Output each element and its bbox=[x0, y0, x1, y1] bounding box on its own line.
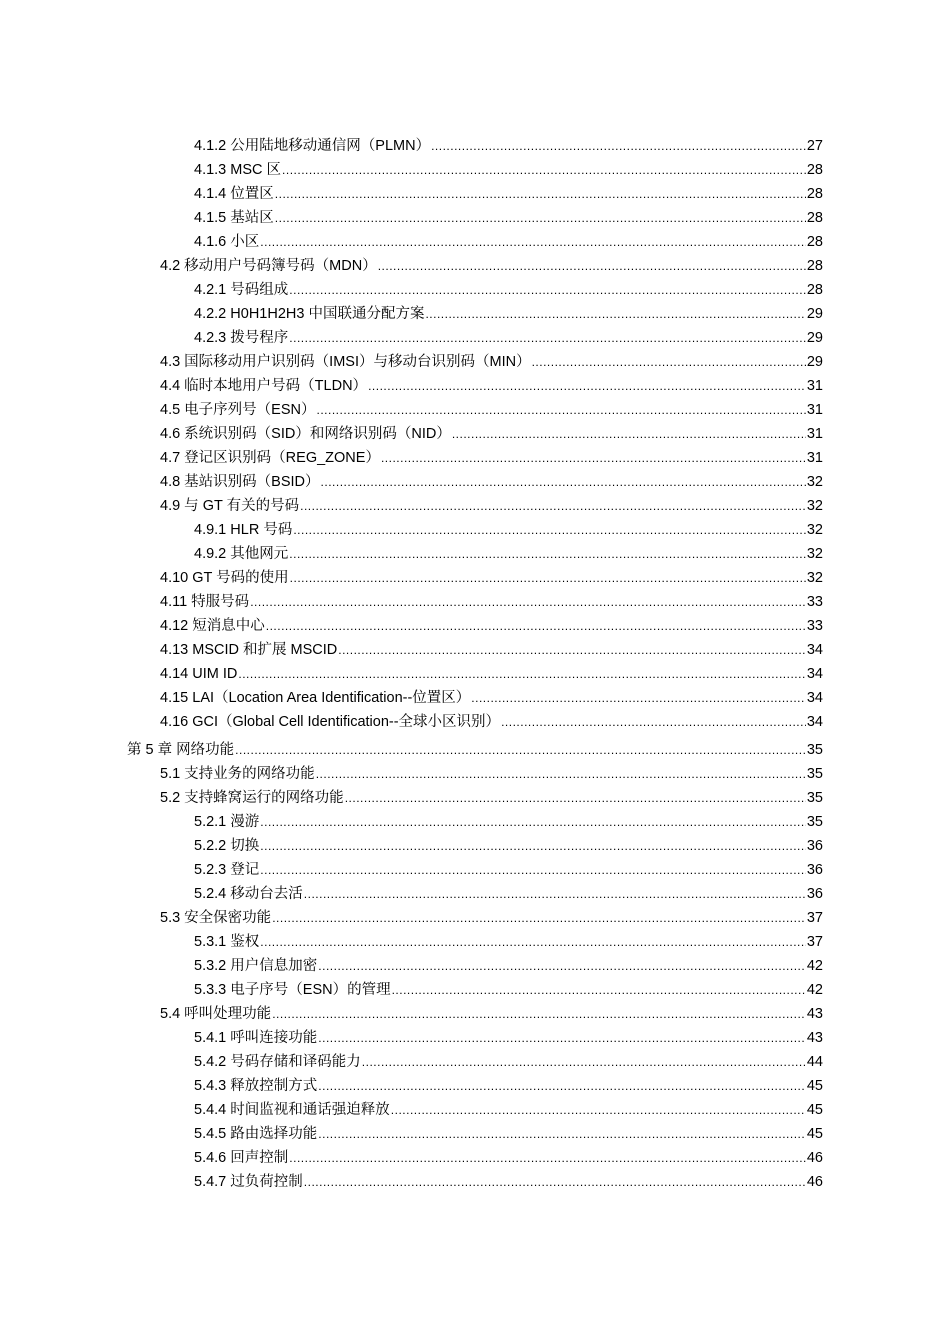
toc-entry-title: 5.4.2 号码存储和译码能力 bbox=[194, 1054, 361, 1070]
toc-dot-leader bbox=[275, 184, 806, 206]
toc-entry-title: 4.1.4 位置区 bbox=[194, 186, 274, 202]
toc-dot-leader bbox=[250, 592, 806, 614]
toc-page-number: 28 bbox=[806, 210, 823, 226]
toc-subsection-entry[interactable] bbox=[0, 326, 950, 350]
toc-dot-leader bbox=[338, 640, 806, 662]
toc-chapter-entry[interactable] bbox=[0, 738, 950, 762]
toc-dot-leader bbox=[266, 616, 806, 638]
toc-entry-title: 4.8 基站识别码（BSID） bbox=[160, 474, 320, 490]
toc-dot-leader bbox=[300, 496, 806, 518]
toc-subsection-entry[interactable] bbox=[0, 930, 950, 954]
toc-dot-leader bbox=[318, 1124, 806, 1146]
toc-dot-leader bbox=[392, 980, 806, 1002]
toc-section-entry[interactable] bbox=[0, 446, 950, 470]
toc-dot-leader bbox=[318, 956, 806, 978]
toc-entry-title: 5.4.3 释放控制方式 bbox=[194, 1078, 318, 1094]
toc-subsection-entry[interactable] bbox=[0, 182, 950, 206]
toc-page-number: 42 bbox=[806, 958, 823, 974]
toc-dot-leader bbox=[362, 1052, 806, 1074]
toc-subsection-entry[interactable] bbox=[0, 278, 950, 302]
toc-dot-leader bbox=[293, 520, 806, 542]
toc-page-number: 29 bbox=[806, 330, 823, 346]
toc-page-number: 35 bbox=[806, 814, 823, 830]
toc-page-number: 32 bbox=[806, 546, 823, 562]
toc-dot-leader bbox=[289, 1148, 806, 1170]
toc-dot-leader bbox=[260, 812, 806, 834]
toc-page-number: 45 bbox=[806, 1102, 823, 1118]
toc-subsection-entry[interactable] bbox=[0, 1122, 950, 1146]
toc-entry-title: 5.4.6 回声控制 bbox=[194, 1150, 289, 1166]
toc-dot-leader bbox=[452, 424, 806, 446]
toc-dot-leader bbox=[378, 256, 806, 278]
toc-subsection-entry[interactable] bbox=[0, 1146, 950, 1170]
toc-entry-title: 5.3.2 用户信息加密 bbox=[194, 958, 318, 974]
toc-page-number: 36 bbox=[806, 862, 823, 878]
toc-page-number: 28 bbox=[806, 234, 823, 250]
toc-entry-title: 5.4.1 呼叫连接功能 bbox=[194, 1030, 318, 1046]
toc-page-number: 33 bbox=[806, 594, 823, 610]
toc-dot-leader bbox=[235, 740, 806, 762]
toc-entry-title: 4.5 电子序列号（ESN） bbox=[160, 402, 316, 418]
toc-subsection-entry[interactable] bbox=[0, 1098, 950, 1122]
toc-dot-leader bbox=[275, 208, 806, 230]
toc-page-number: 32 bbox=[806, 522, 823, 538]
toc-subsection-entry[interactable] bbox=[0, 954, 950, 978]
toc-subsection-entry[interactable] bbox=[0, 882, 950, 906]
toc-subsection-entry[interactable] bbox=[0, 1170, 950, 1194]
toc-dot-leader bbox=[368, 376, 806, 398]
toc-page-number: 35 bbox=[806, 790, 823, 806]
toc-entry-title: 4.9.1 HLR 号码 bbox=[194, 522, 293, 538]
toc-entry-title: 4.6 系统识别码（SID）和网络识别码（NID） bbox=[160, 426, 451, 442]
toc-section-entry[interactable] bbox=[0, 906, 950, 930]
toc-dot-leader bbox=[290, 568, 806, 590]
toc-dot-leader bbox=[345, 788, 806, 810]
toc-page-number: 35 bbox=[806, 766, 823, 782]
toc-dot-leader bbox=[289, 280, 806, 302]
toc-section-entry[interactable] bbox=[0, 566, 950, 590]
toc-section-entry[interactable] bbox=[0, 686, 950, 710]
toc-dot-leader bbox=[272, 908, 806, 930]
toc-dot-leader bbox=[289, 544, 806, 566]
toc-entry-title: 4.15 LAI（Location Area Identification--位置区） bbox=[160, 690, 471, 706]
toc-dot-leader bbox=[282, 160, 806, 182]
toc-section-entry[interactable] bbox=[0, 422, 950, 446]
toc-entry-title: 4.2 移动用户号码簿号码（MDN） bbox=[160, 258, 377, 274]
toc-page-number: 34 bbox=[806, 690, 823, 706]
toc-dot-leader bbox=[317, 400, 806, 422]
toc-section-entry[interactable] bbox=[0, 1002, 950, 1026]
toc-entry-title: 5.3 安全保密功能 bbox=[160, 910, 272, 926]
toc-page-number: 32 bbox=[806, 570, 823, 586]
toc-dot-leader bbox=[425, 304, 805, 326]
toc-dot-leader bbox=[318, 1028, 806, 1050]
toc-entry-title: 4.14 UIM ID bbox=[160, 666, 238, 682]
toc-page-number: 45 bbox=[806, 1126, 823, 1142]
toc-dot-leader bbox=[532, 352, 806, 374]
toc-page-number: 33 bbox=[806, 618, 823, 634]
toc-section-entry[interactable] bbox=[0, 786, 950, 810]
toc-entry-title: 5.4 呼叫处理功能 bbox=[160, 1006, 272, 1022]
toc-page-number: 31 bbox=[806, 450, 823, 466]
toc-entry-title: 4.1.5 基站区 bbox=[194, 210, 274, 226]
toc-entry-title: 5.2.1 漫游 bbox=[194, 814, 260, 830]
toc-page-number: 37 bbox=[806, 934, 823, 950]
toc-page-number: 32 bbox=[806, 498, 823, 514]
toc-subsection-entry[interactable] bbox=[0, 518, 950, 542]
toc-subsection-entry[interactable] bbox=[0, 158, 950, 182]
toc-page-number: 28 bbox=[806, 282, 823, 298]
toc-page-number: 46 bbox=[806, 1150, 823, 1166]
toc-dot-leader bbox=[289, 328, 806, 350]
toc-page-number: 29 bbox=[806, 354, 823, 370]
table-of-contents bbox=[0, 134, 950, 1194]
toc-page-number: 32 bbox=[806, 474, 823, 490]
toc-entry-title: 5.2.4 移动台去活 bbox=[194, 886, 303, 902]
toc-entry-title: 4.9 与 GT 有关的号码 bbox=[160, 498, 300, 514]
toc-dot-leader bbox=[304, 1172, 806, 1194]
toc-entry-title: 4.1.2 公用陆地移动通信网（PLMN） bbox=[194, 138, 431, 154]
toc-subsection-entry[interactable] bbox=[0, 978, 950, 1002]
toc-page-number: 28 bbox=[806, 258, 823, 274]
toc-dot-leader bbox=[260, 232, 806, 254]
toc-section-entry[interactable] bbox=[0, 350, 950, 374]
toc-entry-title: 5.4.4 时间监视和通话强迫释放 bbox=[194, 1102, 390, 1118]
toc-entry-title: 4.12 短消息中心 bbox=[160, 618, 265, 634]
toc-entry-title: 4.7 登记区识别码（REG_ZONE） bbox=[160, 450, 380, 466]
toc-dot-leader bbox=[260, 860, 806, 882]
toc-section-entry[interactable] bbox=[0, 374, 950, 398]
toc-page-number: 28 bbox=[806, 186, 823, 202]
toc-page-number: 29 bbox=[806, 306, 823, 322]
toc-section-entry[interactable] bbox=[0, 494, 950, 518]
toc-subsection-entry[interactable] bbox=[0, 1050, 950, 1074]
toc-page-number: 27 bbox=[806, 138, 823, 154]
toc-section-entry[interactable] bbox=[0, 254, 950, 278]
toc-page-number: 36 bbox=[806, 886, 823, 902]
toc-section-entry[interactable] bbox=[0, 470, 950, 494]
toc-entry-title: 4.9.2 其他网元 bbox=[194, 546, 289, 562]
toc-subsection-entry[interactable] bbox=[0, 1026, 950, 1050]
toc-entry-title: 4.1.6 小区 bbox=[194, 234, 260, 250]
toc-entry-title: 5.2.3 登记 bbox=[194, 862, 260, 878]
toc-page-number: 42 bbox=[806, 982, 823, 998]
toc-dot-leader bbox=[321, 472, 806, 494]
toc-section-entry[interactable] bbox=[0, 638, 950, 662]
toc-page-number: 28 bbox=[806, 162, 823, 178]
toc-dot-leader bbox=[501, 712, 806, 734]
toc-page-number: 37 bbox=[806, 910, 823, 926]
toc-subsection-entry[interactable] bbox=[0, 230, 950, 254]
toc-section-entry[interactable] bbox=[0, 590, 950, 614]
toc-entry-title: 5.4.7 过负荷控制 bbox=[194, 1174, 303, 1190]
toc-page-number: 46 bbox=[806, 1174, 823, 1190]
toc-dot-leader bbox=[272, 1004, 806, 1026]
toc-entry-title: 5.1 支持业务的网络功能 bbox=[160, 766, 315, 782]
toc-entry-title: 4.1.3 MSC 区 bbox=[194, 162, 282, 178]
toc-subsection-entry[interactable] bbox=[0, 810, 950, 834]
toc-dot-leader bbox=[304, 884, 806, 906]
toc-page-number: 34 bbox=[806, 666, 823, 682]
toc-entry-title: 5.3.3 电子序号（ESN）的管理 bbox=[194, 982, 391, 998]
toc-section-entry[interactable] bbox=[0, 710, 950, 734]
toc-entry-title: 5.4.5 路由选择功能 bbox=[194, 1126, 318, 1142]
toc-dot-leader bbox=[471, 688, 806, 710]
toc-entry-title: 5.2.2 切换 bbox=[194, 838, 260, 854]
toc-entry-title: 4.2.1 号码组成 bbox=[194, 282, 289, 298]
toc-page-number: 44 bbox=[806, 1054, 823, 1070]
toc-entry-title: 4.2.3 拨号程序 bbox=[194, 330, 289, 346]
toc-dot-leader bbox=[391, 1100, 806, 1122]
toc-page-number: 34 bbox=[806, 714, 823, 730]
toc-entry-title: 5.2 支持蜂窝运行的网络功能 bbox=[160, 790, 344, 806]
toc-page-number: 43 bbox=[806, 1006, 823, 1022]
toc-subsection-entry[interactable] bbox=[0, 858, 950, 882]
toc-dot-leader bbox=[260, 932, 806, 954]
toc-page-number: 35 bbox=[806, 742, 823, 758]
toc-subsection-entry[interactable] bbox=[0, 1074, 950, 1098]
toc-entry-title: 4.13 MSCID 和扩展 MSCID bbox=[160, 642, 338, 658]
toc-section-entry[interactable] bbox=[0, 762, 950, 786]
toc-page-number: 31 bbox=[806, 426, 823, 442]
toc-entry-title: 4.11 特服号码 bbox=[160, 594, 250, 610]
toc-dot-leader bbox=[316, 764, 806, 786]
toc-dot-leader bbox=[318, 1076, 806, 1098]
toc-page-number: 31 bbox=[806, 402, 823, 418]
toc-entry-title: 第 5 章 网络功能 bbox=[127, 742, 235, 758]
toc-entry-title: 4.3 国际移动用户识别码（IMSI）与移动台识别码（MIN） bbox=[160, 354, 531, 370]
toc-entry-title: 4.2.2 H0H1H2H3 中国联通分配方案 bbox=[194, 306, 425, 322]
toc-section-entry[interactable] bbox=[0, 662, 950, 686]
toc-page-number: 43 bbox=[806, 1030, 823, 1046]
toc-page-number: 31 bbox=[806, 378, 823, 394]
toc-entry-title: 4.10 GT 号码的使用 bbox=[160, 570, 289, 586]
toc-entry-title: 4.4 临时本地用户号码（TLDN） bbox=[160, 378, 368, 394]
toc-subsection-entry[interactable] bbox=[0, 834, 950, 858]
toc-section-entry[interactable] bbox=[0, 398, 950, 422]
toc-dot-leader bbox=[260, 836, 806, 858]
toc-dot-leader bbox=[431, 136, 806, 158]
toc-page-number: 45 bbox=[806, 1078, 823, 1094]
toc-entry-title: 4.16 GCI（Global Cell Identification--全球小区识别） bbox=[160, 714, 501, 730]
toc-dot-leader bbox=[238, 664, 806, 686]
toc-subsection-entry[interactable] bbox=[0, 302, 950, 326]
toc-subsection-entry[interactable] bbox=[0, 206, 950, 230]
toc-page-number: 36 bbox=[806, 838, 823, 854]
toc-entry-title: 5.3.1 鉴权 bbox=[194, 934, 260, 950]
toc-subsection-entry[interactable] bbox=[0, 134, 950, 158]
toc-dot-leader bbox=[381, 448, 806, 470]
toc-subsection-entry[interactable] bbox=[0, 542, 950, 566]
toc-section-entry[interactable] bbox=[0, 614, 950, 638]
toc-page-number: 34 bbox=[806, 642, 823, 658]
